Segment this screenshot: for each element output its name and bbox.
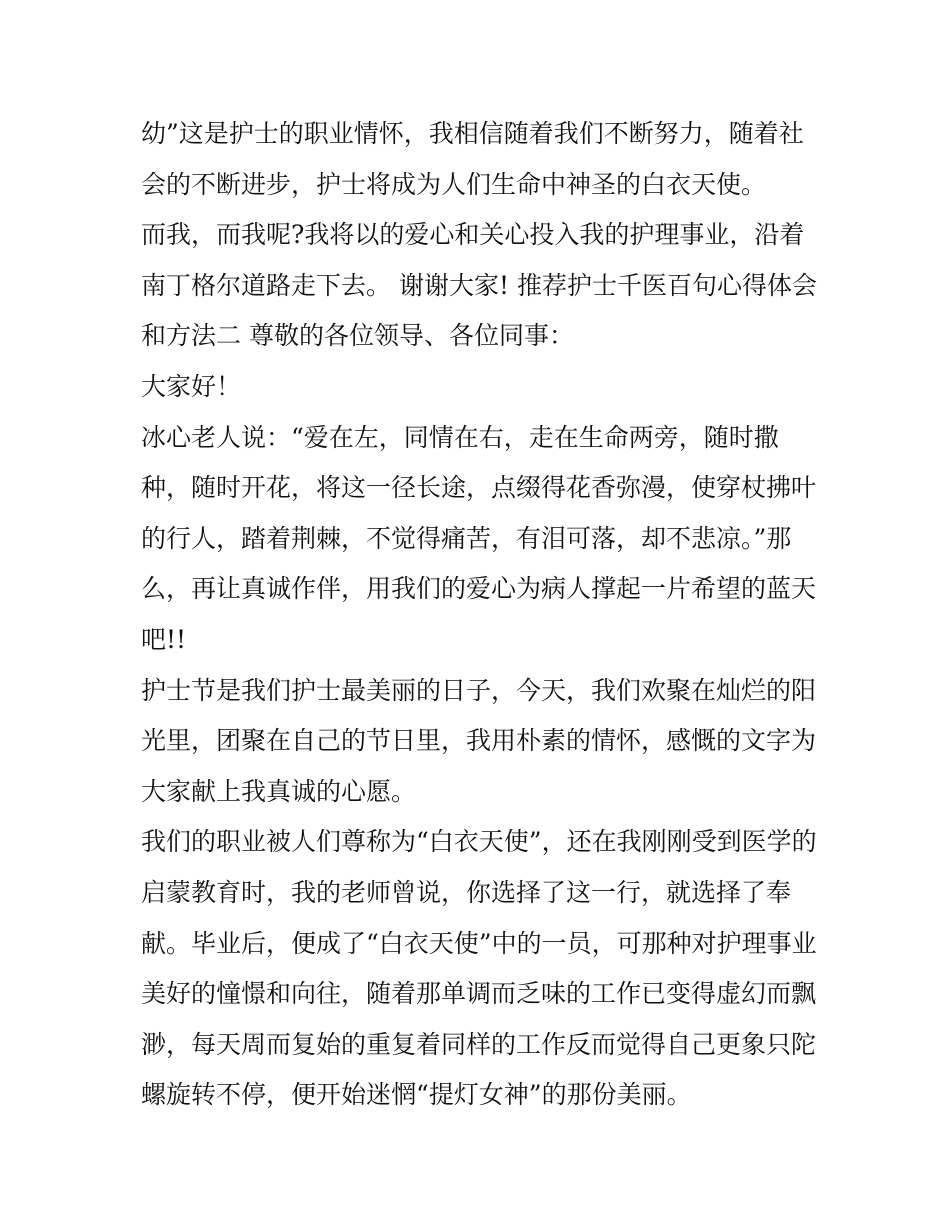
text-line: 大家献上我真诚的心愿。 [141, 776, 417, 806]
text-line: 和方法二 尊敬的各位领导、各位同事： [141, 321, 574, 351]
text-line: 而我，而我呢?我将以的爱心和关心投入我的护理事业，沿着 [141, 220, 805, 250]
text-line: 献。毕业后，便成了“白衣天使”中的一员，可那种对护理事业 [141, 928, 817, 958]
text-line: 的行人，踏着荆棘，不觉得痛苦，有泪可落，却不悲凉。”那 [141, 523, 792, 553]
text-line: 种，随时开花，将这一径长途，点缀得花香弥漫，使穿杖拂叶 [141, 473, 817, 503]
text-line: 光里，团聚在自己的节日里，我用朴素的情怀，感慨的文字为 [141, 726, 817, 756]
text-line: 么，再让真诚作伴，用我们的爱心为病人撑起一片希望的蓝天 [141, 574, 817, 604]
text-line: 美好的憧憬和向往，随着那单调而乏味的工作已变得虚幻而飘 [141, 979, 817, 1009]
text-line: 启蒙教育时，我的老师曾说，你选择了这一行，就选择了奉 [141, 877, 792, 907]
text-line: 会的不断进步，护士将成为人们生命中神圣的白衣天使。 [141, 169, 767, 199]
body-text [141, 109, 821, 1121]
text-line: 南丁格尔道路走下去。 谢谢大家! 推荐护士千医百句心得体会 [141, 270, 817, 300]
text-line: 幼”这是护士的职业情怀，我相信随着我们不断努力，随着社 [141, 119, 804, 148]
text-line: 螺旋转不停，便开始迷惘“提灯女神”的那份美丽。 [141, 1080, 692, 1110]
text-line: 护士节是我们护士最美丽的日子，今天，我们欢聚在灿烂的阳 [141, 675, 817, 705]
text-line: 我们的职业被人们尊称为“白衣天使”，还在我刚刚受到医学的 [141, 827, 817, 857]
text-line: 渺，每天周而复始的重复着同样的工作反而觉得自己更象只陀 [141, 1029, 817, 1059]
text-line: 冰心老人说：“爱在左，同情在右，走在生命两旁，随时撒 [141, 422, 779, 452]
greeting-line: 大家好！ [141, 371, 242, 401]
text-line: 吧!! [141, 624, 187, 654]
